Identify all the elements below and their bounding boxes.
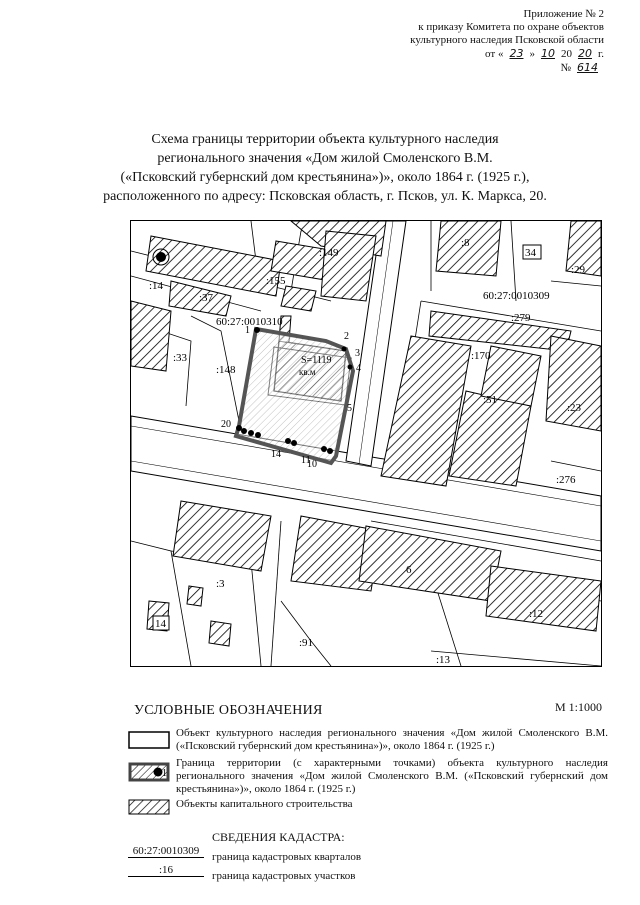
- parcel-label: 14: [155, 618, 166, 630]
- appendix-line2: к приказу Комитета по охране объектов: [418, 21, 604, 33]
- parcel-label: :279: [511, 312, 531, 324]
- title-line2: регионального значения «Дом жилой Смоленского В.М.: [157, 151, 493, 166]
- parcel-label: :3: [216, 578, 225, 590]
- legend-item-heritage: [128, 727, 608, 757]
- cadastral-map: [130, 220, 602, 667]
- date-suffix: г.: [597, 48, 604, 60]
- cadastre-parcel-row: [128, 864, 548, 882]
- quarter-desc: граница кадастровых кварталов: [212, 851, 362, 863]
- parcel-label: :91: [299, 637, 314, 649]
- parcel-label: :12: [529, 608, 544, 620]
- parcel-label: :155: [266, 275, 286, 287]
- appendix-line3: культурного наследия Псковской области: [410, 34, 604, 46]
- point-label: 5: [347, 403, 352, 414]
- heritage-swatch: [128, 729, 172, 751]
- area-unit: кв.м: [299, 367, 316, 377]
- map-drawing: [131, 221, 601, 666]
- parcel-label: :276: [556, 474, 576, 486]
- date-year: 20: [560, 48, 572, 60]
- cadastre-heading: СВЕДЕНИЯ КАДАСТРА:: [212, 830, 345, 844]
- point-label: 10: [307, 459, 317, 470]
- parcel-label: :33: [173, 352, 188, 364]
- parcel-label: :51: [483, 394, 498, 406]
- point-label: 11: [301, 455, 311, 466]
- parcel-label: 6: [406, 564, 412, 576]
- number-prefix: №: [560, 62, 571, 74]
- parcel-label: :170: [471, 350, 491, 362]
- date-prefix: от «: [485, 48, 504, 60]
- appendix-line1: Приложение № 2: [523, 8, 604, 20]
- appendix-header: [344, 8, 604, 75]
- date-year-hand: 20: [577, 47, 592, 60]
- buildings-swatch: [128, 798, 172, 816]
- legend-item-buildings: [128, 798, 608, 818]
- date-sep: »: [529, 48, 535, 60]
- parcel-label: :29: [571, 264, 586, 276]
- title-line3: («Псковский губернский дом крестьянина»)», около 1864 г. (1925 г.),: [120, 170, 530, 185]
- legend-item1-text: Объект культурного наследия регионального значения «Дом жилой Смоленского В.М. («Псковский губернский дом крестьянина»)», около 1864 г. (1925 г.): [176, 727, 608, 752]
- cadastre-quarter-row: [128, 845, 548, 863]
- title-line4: расположенного по адресу: Псковская область, г. Псков, ул. К. Маркса, 20.: [103, 189, 547, 204]
- parcel-label: :13: [436, 654, 451, 666]
- parcel-label: :148: [216, 364, 236, 376]
- appendix-number: [344, 61, 604, 75]
- legend-item-boundary: [128, 757, 608, 797]
- number-hand: 614: [577, 61, 598, 74]
- parcel-label: 34: [525, 247, 536, 259]
- parcel-label: :8: [461, 237, 470, 249]
- map-scale: М 1:1000: [554, 700, 602, 714]
- legend-heading: УСЛОВНЫЕ ОБОЗНАЧЕНИЯ: [134, 703, 323, 718]
- parcel-label: :149: [319, 247, 339, 259]
- point-label: 1: [245, 325, 250, 336]
- scheme-title: [90, 130, 560, 206]
- point-label: 4: [356, 363, 361, 374]
- boundary-swatch-label: 1: [162, 768, 167, 779]
- point-label: 20: [221, 419, 231, 430]
- parcel-desc: граница кадастровых участков: [212, 870, 356, 882]
- parcel-label: :37: [199, 292, 214, 304]
- parcel-label: 60:27:0010310: [216, 316, 283, 328]
- parcel-code: :16: [128, 864, 204, 877]
- parcel-label: 60:27:0010309: [483, 290, 550, 302]
- date-month: 10: [540, 47, 555, 60]
- quarter-code: 60:27:0010309: [128, 845, 204, 858]
- legend-item3-text: Объекты капитального строительства: [176, 798, 353, 810]
- title-line1: Схема границы территории объекта культурного наследия: [151, 132, 499, 147]
- boundary-swatch: [128, 761, 172, 783]
- date-day: 23: [509, 47, 524, 60]
- point-label: 2: [344, 331, 349, 342]
- area-label: S=1119: [301, 355, 332, 366]
- parcel-label: :23: [567, 402, 582, 414]
- appendix-date: [344, 47, 604, 61]
- parcel-label: :14: [149, 280, 164, 292]
- point-label: 3: [355, 348, 360, 359]
- legend-item2-text: Граница территории (с характерными точками) объекта культурного наследия регионального значения «Дом жилой Смоленского В.М. («Псковский губернский дом крестьянина»)», около 1864 г. (1925 г.): [176, 757, 608, 795]
- point-label: 14: [271, 449, 281, 460]
